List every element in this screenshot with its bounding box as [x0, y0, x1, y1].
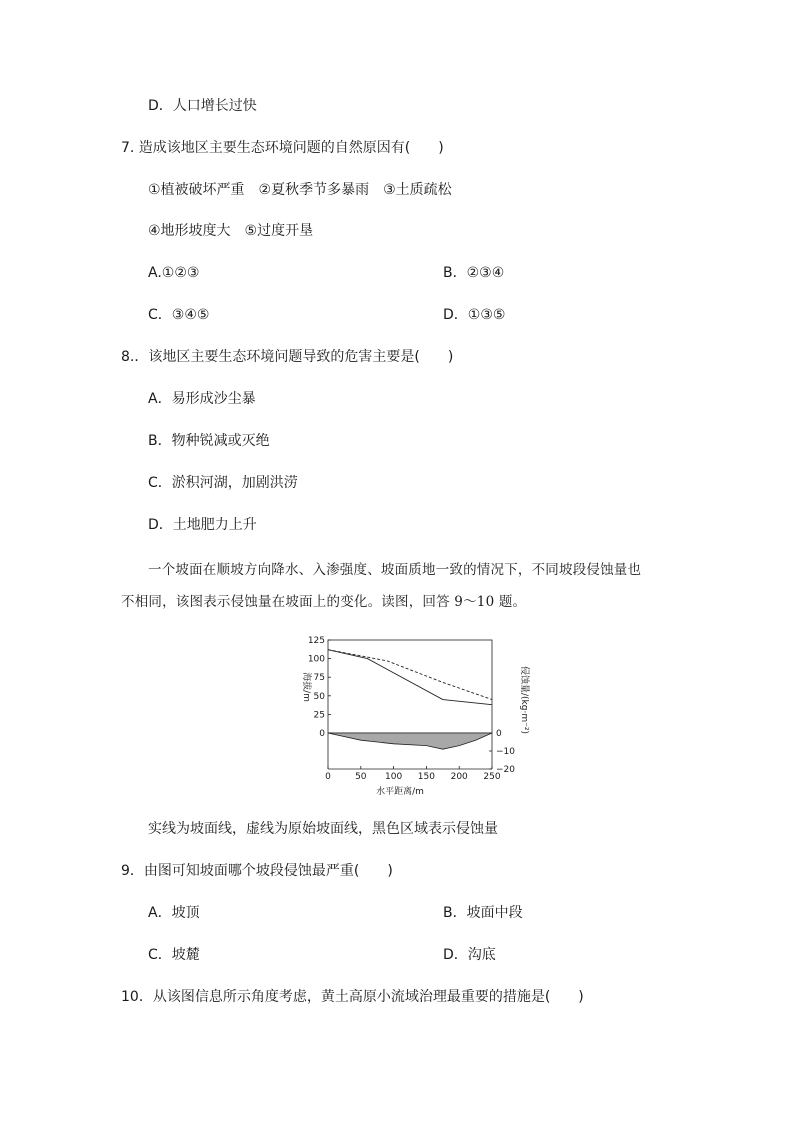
erosion-chart-svg	[296, 632, 536, 802]
x-tick-label: 250	[483, 772, 501, 782]
q9-option-c: C．坡麓	[148, 947, 200, 963]
q6-option-d: D．人口增长过快	[148, 98, 257, 114]
figure-caption: 实线为坡面线，虚线为原始坡面线，黑色区域表示侵蚀量	[148, 821, 498, 837]
q9-option-b: B．坡面中段	[443, 905, 523, 921]
q9-stem: 9．由图可知坡面哪个坡段侵蚀最严重( )	[121, 863, 393, 879]
passage-line1: 一个坡面在顺坡方向降水、入渗强度、坡面质地一致的情况下，不同坡段侵蚀量也	[148, 562, 642, 578]
x-tick-label: 0	[325, 772, 331, 782]
y-left-tick-label: 0	[319, 729, 325, 739]
q10-stem: 10．从该图信息所示角度考虑，黄土高原小流域治理最重要的措施是( )	[121, 989, 584, 1005]
erosion-area	[328, 733, 492, 749]
x-tick-label: 200	[450, 772, 468, 782]
original-slope-line	[328, 650, 492, 700]
passage-line2: 不相同，该图表示侵蚀量在坡面上的变化。读图，回答 9～10 题。	[121, 594, 527, 610]
y-left-tick-label: 50	[313, 691, 325, 702]
q7-option-c: C．③④⑤	[148, 307, 210, 323]
q8-option-d: D．土地肥力上升	[148, 517, 257, 533]
q7-stem: 7. 造成该地区主要生态环境问题的自然原因有( )	[121, 140, 444, 156]
y-left-axis-title: 海拔/m	[301, 672, 311, 702]
x-tick-label: 150	[417, 772, 435, 782]
y-right-tick-label: −10	[496, 747, 515, 757]
q7-option-d: D．①③⑤	[443, 307, 506, 323]
q7-option-b: B．②③④	[443, 265, 505, 281]
y-right-tick-label: 0	[496, 729, 502, 739]
q7-option-a: A.①②③	[148, 265, 200, 281]
q8-option-b: B．物种锐减或灭绝	[148, 433, 270, 449]
q8-option-a: A．易形成沙尘暴	[148, 391, 256, 407]
y-left-tick-label: 100	[307, 654, 325, 665]
x-axis-title: 水平距离/m	[376, 787, 424, 797]
y-left-tick-label: 125	[307, 636, 325, 646]
q8-stem: 8.．该地区主要生态环境问题导致的危害主要是( )	[121, 349, 454, 365]
y-left-tick-label: 25	[313, 710, 325, 721]
q9-option-a: A．坡顶	[148, 905, 200, 921]
q7-items-line2: ④地形坡度大 ⑤过度开垦	[148, 223, 314, 239]
q9-option-d: D．沟底	[443, 947, 496, 963]
x-tick-label: 100	[385, 772, 403, 782]
y-right-axis-title: 侵蚀量/(kg·m⁻²)	[519, 666, 529, 734]
q7-items-line1: ①植被破坏严重 ②夏秋季节多暴雨 ③土质疏松	[148, 182, 452, 198]
y-left-tick-label: 75	[313, 673, 325, 684]
erosion-chart	[296, 632, 536, 802]
x-tick-label: 50	[355, 772, 367, 782]
y-right-tick-label: −20	[496, 765, 515, 775]
upper-plot-frame	[328, 640, 492, 733]
current-slope-line	[328, 650, 492, 705]
q8-option-c: C．淤积河湖，加剧洪涝	[148, 475, 298, 491]
